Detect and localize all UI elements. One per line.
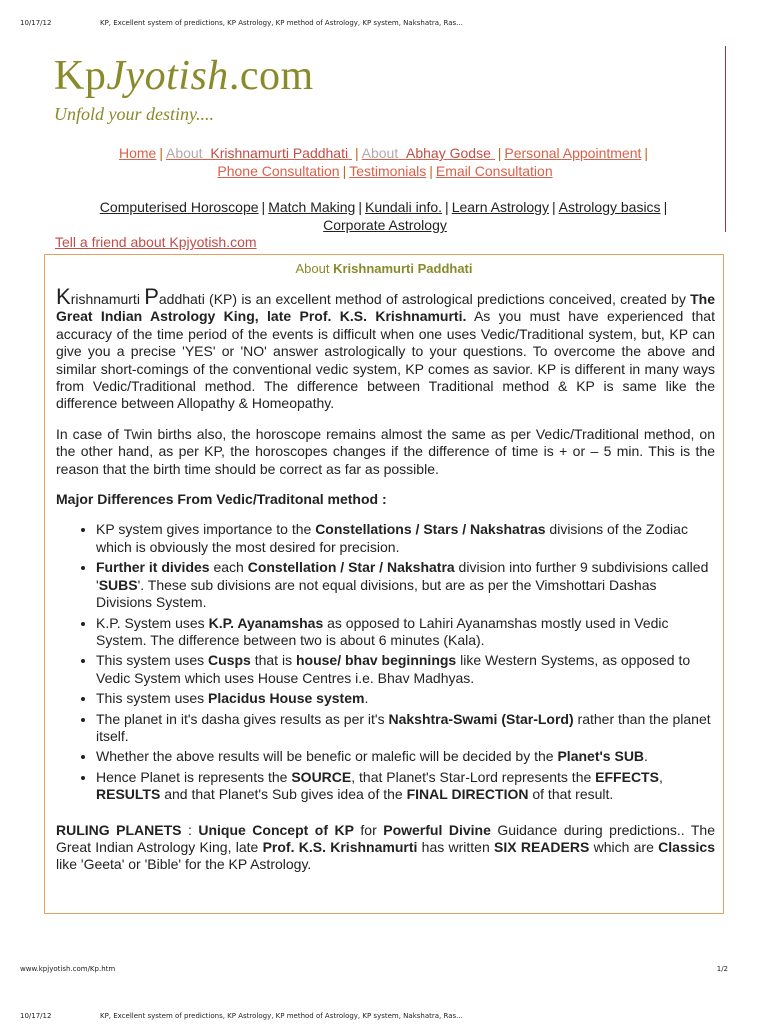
bold-run: K.P. Ayanamshas <box>208 614 324 631</box>
nav-separator: | <box>551 199 556 215</box>
bold-run: / <box>411 521 424 538</box>
text-run: , <box>658 768 663 785</box>
bold-run: SOURCE <box>291 768 352 785</box>
about-kp-box <box>44 254 724 914</box>
text-run: and that Planet's Sub gives idea of the <box>160 786 407 803</box>
text-run: like Western Systems, as opposed to Vedic System which uses House Centres i.e. Bhav Madhyas. <box>96 652 691 686</box>
bold-run: Powerful Divine <box>383 821 491 838</box>
nav-email-consultation-link[interactable]: Email Consultation <box>435 163 553 179</box>
text-run: addhati (KP) is an excellent method of astrological predictions conceived, created by <box>158 291 691 307</box>
paragraph-intro <box>56 284 715 413</box>
bold-run: house/ bhav beginnings <box>295 652 457 669</box>
bold-run: / <box>375 559 387 576</box>
text-run: The planet in it's dasha gives results as per it's <box>96 710 389 727</box>
text-run: division into further 9 subdivisions called ' <box>96 559 709 593</box>
paragraph-twin-births: In case of Twin births also, the horoscope remains almost the same as per Vedic/Traditional method, on the other hand, as per KP, the horoscopes changes if the difference of time is + or – 5 min. This is the reason that the birth time should be correct as far as possible. <box>56 425 715 477</box>
bold-run: Nakshatras <box>470 521 546 538</box>
text-run: : <box>181 821 199 838</box>
drop-letter-p: P <box>144 284 159 309</box>
nav-separator: | <box>358 199 362 215</box>
text-run: '. These sub divisions are not equal divisions, but are as per the Vimshottari Dashas Divisions System. <box>96 576 657 611</box>
bold-run: RULING PLANETS <box>56 821 182 838</box>
text-run: . <box>364 690 369 707</box>
list-item <box>96 652 715 687</box>
list-item <box>96 615 715 650</box>
print-url: www.kpjyotish.com/Kp.htm <box>20 965 116 973</box>
secondary-nav <box>40 198 730 234</box>
bold-run: / <box>458 521 471 538</box>
nav-separator: | <box>261 199 266 215</box>
bold-run: Cusps <box>208 652 251 669</box>
text-run: Hence Planet is represents the <box>96 768 292 785</box>
bold-run: Stars <box>423 521 459 538</box>
nav-separator: | <box>445 199 449 215</box>
nav-about-abhay-link[interactable] <box>362 145 495 161</box>
paragraph-ruling-planets <box>56 822 715 874</box>
bold-run: Further it divides <box>96 559 210 576</box>
text-run: of that result. <box>528 786 614 803</box>
text-run: rishnamurti <box>70 291 145 307</box>
box-title <box>45 261 723 276</box>
box-content <box>56 284 715 887</box>
nav-separator: | <box>342 163 347 179</box>
list-item <box>96 748 715 765</box>
nav-kundali-info-link[interactable]: Kundali info. <box>364 199 443 215</box>
text-run: for <box>353 821 384 838</box>
list-item <box>96 559 715 611</box>
drop-letter-k: K <box>56 284 71 309</box>
site-logo[interactable] <box>54 52 314 100</box>
logo-part-kp: Kp <box>54 53 107 99</box>
nav-about-kp-label: About <box>165 145 203 161</box>
text-run: which are <box>589 838 659 855</box>
primary-nav <box>40 144 730 180</box>
list-item <box>96 521 715 556</box>
bold-run: Nakshtra-Swami (Star-Lord) <box>388 710 574 727</box>
nav-testimonials-link[interactable]: Testimonials <box>349 163 427 179</box>
text-run: K.P. System uses <box>96 614 209 631</box>
text-run: each <box>209 559 248 576</box>
print-doc-title: KP, Excellent system of predictions, KP Astrology, KP method of Astrology, KP system, Nakshatra, Ras... <box>100 1012 463 1020</box>
differences-list <box>56 521 715 803</box>
text-run: This system uses <box>96 652 209 669</box>
logo-part-com: .com <box>228 53 314 99</box>
bold-run: Planet's SUB <box>557 748 645 765</box>
bold-run: RESULTS <box>96 786 161 803</box>
text-run: As you must have experienced that accuracy of the time period of the events is difficult when one uses Vedic/Traditional system, but, KP can give you a precise 'YES' or 'NO' answer astrologically to your questions. To overcome the above and similar short-comings of the conventional vedic system, KP comes as savior. KP is different in many ways from Vedic/Traditional method. The difference between Traditional method & KP is same like the difference between Allopathy & Homeopathy. <box>56 308 715 412</box>
bold-run: Nakshatra <box>386 559 455 576</box>
nav-home-link[interactable]: Home <box>118 145 157 161</box>
bold-run: The Great Indian Astrology King, late Prof. K.S. Krishnamurti. <box>56 291 715 325</box>
nav-corporate-astrology-link[interactable]: Corporate Astrology <box>323 217 447 233</box>
bold-run: Placidus House system <box>208 690 365 707</box>
text-run: as opposed to Lahiri Ayanamshas mostly used in Vedic System. The difference between two is about 6 minutes (Kala). <box>96 614 669 648</box>
bold-run: Star <box>348 559 376 576</box>
nav-separator: | <box>663 199 668 215</box>
box-title-name: Krishnamurti Paddhati <box>333 261 473 276</box>
text-run: Whether the above results will be benefic or malefic will be decided by the <box>96 748 558 765</box>
text-run: This system uses <box>96 690 209 707</box>
bold-run: SIX READERS <box>494 838 590 855</box>
text-run: has written <box>417 838 495 855</box>
bold-run: Classics <box>658 838 715 855</box>
bold-run: Prof. K.S. Krishnamurti <box>262 838 418 855</box>
nav-learn-astrology-link[interactable]: Learn Astrology <box>451 199 549 215</box>
text-run: KP system gives importance to the <box>96 521 316 538</box>
bold-run: EFFECTS <box>595 768 659 785</box>
bold-run: Unique Concept of KP <box>198 821 354 838</box>
nav-match-making-link[interactable]: Match Making <box>268 199 356 215</box>
nav-personal-appointment-link[interactable]: Personal Appointment <box>504 145 642 161</box>
text-run: like 'Geeta' or 'Bible' for the KP Astrology. <box>56 856 312 873</box>
list-item <box>96 690 715 707</box>
nav-about-kp-name: Krishnamurti Paddhati <box>210 145 349 161</box>
text-run: . <box>644 748 648 765</box>
text-run: rather than the planet itself. <box>96 710 711 744</box>
nav-about-abhay-name: Abhay Godse <box>406 145 491 161</box>
print-doc-title: KP, Excellent system of predictions, KP Astrology, KP method of Astrology, KP system, Nakshatra, Ras... <box>100 19 463 27</box>
bold-run: Constellation <box>247 559 337 576</box>
nav-separator: | <box>355 145 359 161</box>
text-run: that is <box>250 652 296 669</box>
list-item <box>96 769 715 804</box>
nav-astrology-basics-link[interactable]: Astrology basics <box>558 199 661 215</box>
nav-about-kp-link[interactable] <box>166 145 352 161</box>
bold-run: SUBS <box>98 576 138 593</box>
text-run: divisions of the Zodiac which is obviously the most desired for precision. <box>96 521 688 555</box>
box-title-prefix: About <box>295 261 330 276</box>
print-date: 10/17/12 <box>20 19 52 27</box>
print-page-number: 1/2 <box>716 965 728 973</box>
list-item <box>96 711 715 746</box>
nav-separator: | <box>429 163 433 179</box>
tell-a-friend-link[interactable]: Tell a friend about Kpjyotish.com <box>55 234 257 250</box>
text-run: , that Planet's Star-Lord represents the <box>351 768 596 785</box>
logo-part-jyotish: Jyotish <box>106 53 229 99</box>
nav-computerised-horoscope-link[interactable]: Computerised Horoscope <box>99 199 259 215</box>
nav-about-abhay-label: About <box>361 145 399 161</box>
differences-heading: Major Differences From Vedic/Traditonal method : <box>56 491 387 508</box>
site-tagline: Unfold your destiny.... <box>54 104 214 124</box>
print-date: 10/17/12 <box>20 1012 52 1020</box>
nav-separator: | <box>159 145 163 161</box>
nav-separator: | <box>644 145 649 161</box>
bold-run: / <box>336 559 349 576</box>
bold-run: FINAL DIRECTION <box>406 786 529 803</box>
nav-separator: | <box>497 145 502 161</box>
text-run: Guidance during predictions.. The Great Indian Astrology King, late <box>56 821 715 855</box>
bold-run: Constellations <box>315 521 412 538</box>
nav-phone-consultation-link[interactable]: Phone Consultation <box>217 163 340 179</box>
